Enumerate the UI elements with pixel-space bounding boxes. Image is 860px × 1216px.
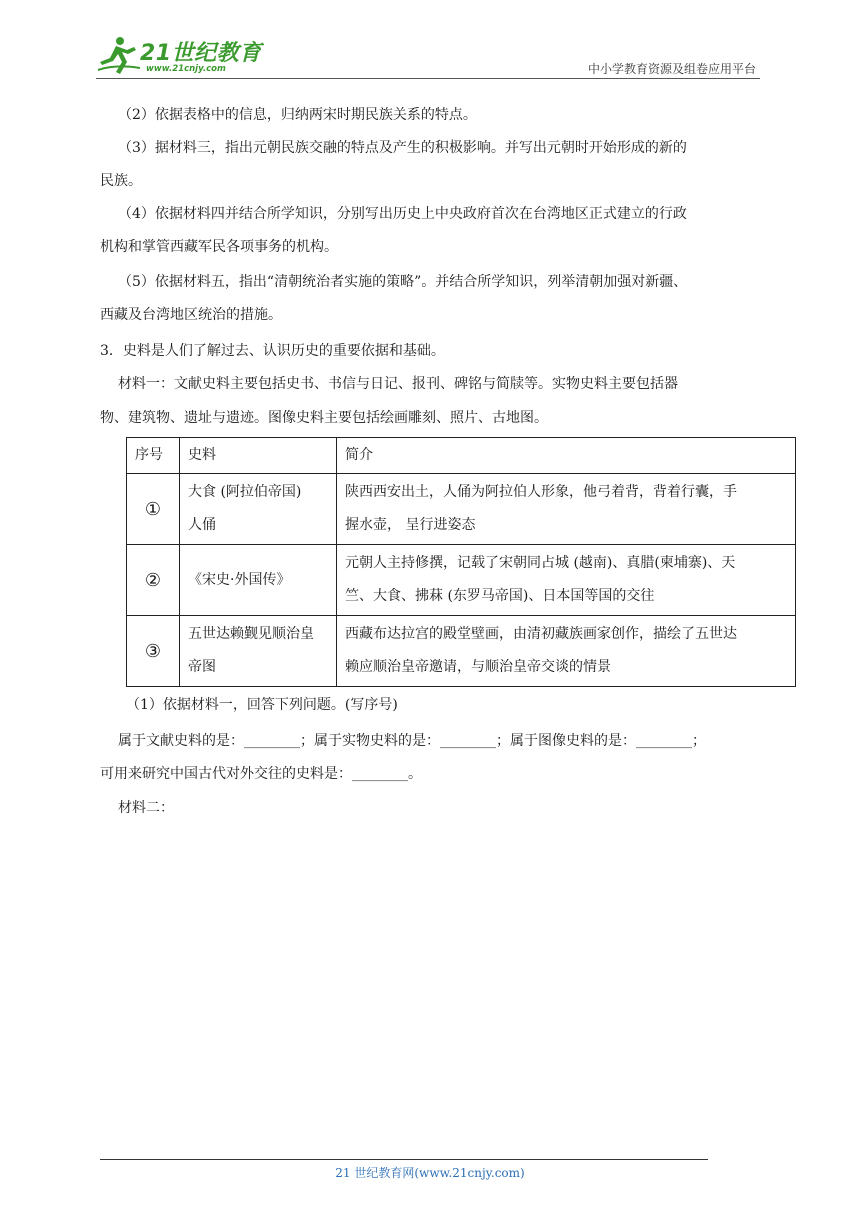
question-5-line-2: 西藏及台湾地区统治的措施。	[100, 307, 282, 323]
header-cell-num: 序号	[127, 438, 180, 474]
table-header-row	[127, 438, 796, 474]
header-divider	[96, 78, 760, 79]
source-table	[126, 437, 796, 687]
question-2: （2）依据表格中的信息，归纳两宋时期民族关系的特点。	[118, 107, 477, 123]
source-line: 五世达赖觐见顺治皇	[188, 626, 314, 642]
question-3-line-2: 民族。	[100, 173, 142, 189]
footer-divider	[100, 1159, 708, 1160]
desc-line: 竺、大食、拂菻 (东罗马帝国)、日本国等国的交往	[345, 588, 655, 604]
question-4-line-1: （4）依据材料四并结合所学知识，分别写出历史上中央政府首次在台湾地区正式建立的行政	[118, 206, 687, 222]
runner-logo-icon	[96, 34, 142, 76]
source-line: 人俑	[188, 517, 216, 533]
row-desc	[337, 545, 796, 616]
header-cell-source: 史料	[180, 438, 337, 474]
material-1-line-1: 材料一：文献史料主要包括史书、书信与日记、报刊、碑铭与简牍等。实物史料主要包括器	[118, 376, 678, 392]
table-row	[127, 616, 796, 687]
logo-text: 21世纪教育	[140, 41, 262, 66]
table-row	[127, 545, 796, 616]
row-number: ①	[127, 474, 180, 545]
desc-line: 西藏布达拉宫的殿堂壁画，由清初藏族画家创作，描绘了五世达	[345, 626, 737, 642]
page-header	[96, 28, 760, 80]
section-3-title: 3．史料是人们了解过去、认识历史的重要依据和基础。	[100, 343, 445, 359]
sub-question-1: （1）依据材料一，回答下列问题。(写序号)	[126, 697, 398, 713]
row-source	[180, 545, 337, 616]
row-desc	[337, 474, 796, 545]
logo-url: www.21cnjy.com	[146, 64, 226, 74]
source-line: 大食 (阿拉伯帝国)	[188, 484, 302, 500]
source-line: 《宋史·外国传》	[188, 571, 291, 588]
material-2-label: 材料二：	[118, 800, 174, 816]
site-logo	[96, 34, 266, 78]
row-desc	[337, 616, 796, 687]
footer-text: 21 世纪教育网(www.21cnjy.com)	[335, 1166, 525, 1180]
table-row	[127, 474, 796, 545]
fill-in-line-2: 可用来研究中国古代对外交往的史料是：________。	[100, 766, 422, 782]
fill-in-line-1: 属于文献史料的是：________；属于实物史料的是：________；属于图像史料的是：________；	[118, 733, 706, 749]
question-3-line-1: （3）据材料三，指出元朝民族交融的特点及产生的积极影响。并写出元朝时开始形成的新的	[118, 140, 687, 156]
desc-line: 赖应顺治皇帝邀请，与顺治皇帝交谈的情景	[345, 659, 611, 675]
question-5-line-1: （5）依据材料五，指出“清朝统治者实施的策略”。并结合所学知识，列举清朝加强对新疆、	[118, 274, 688, 290]
row-number: ③	[127, 616, 180, 687]
desc-line: 元朝人主持修撰，记载了宋朝同占城 (越南)、真腊(柬埔寨)、天	[345, 555, 736, 571]
row-source	[180, 616, 337, 687]
material-1-line-2: 物、建筑物、遗址与遗迹。图像史料主要包括绘画雕刻、照片、古地图。	[100, 410, 548, 426]
platform-name: 中小学教育资源及组卷应用平台	[587, 62, 756, 76]
desc-line: 陕西西安出土，人俑为阿拉伯人形象，他弓着背，背着行囊，手	[345, 484, 737, 500]
question-4-line-2: 机构和掌管西藏军民各项事务的机构。	[100, 239, 338, 255]
row-source	[180, 474, 337, 545]
header-cell-desc: 简介	[337, 438, 796, 474]
source-line: 帝图	[188, 659, 216, 675]
desc-line: 握水壶， 呈行进姿态	[345, 517, 476, 533]
row-number: ②	[127, 545, 180, 616]
